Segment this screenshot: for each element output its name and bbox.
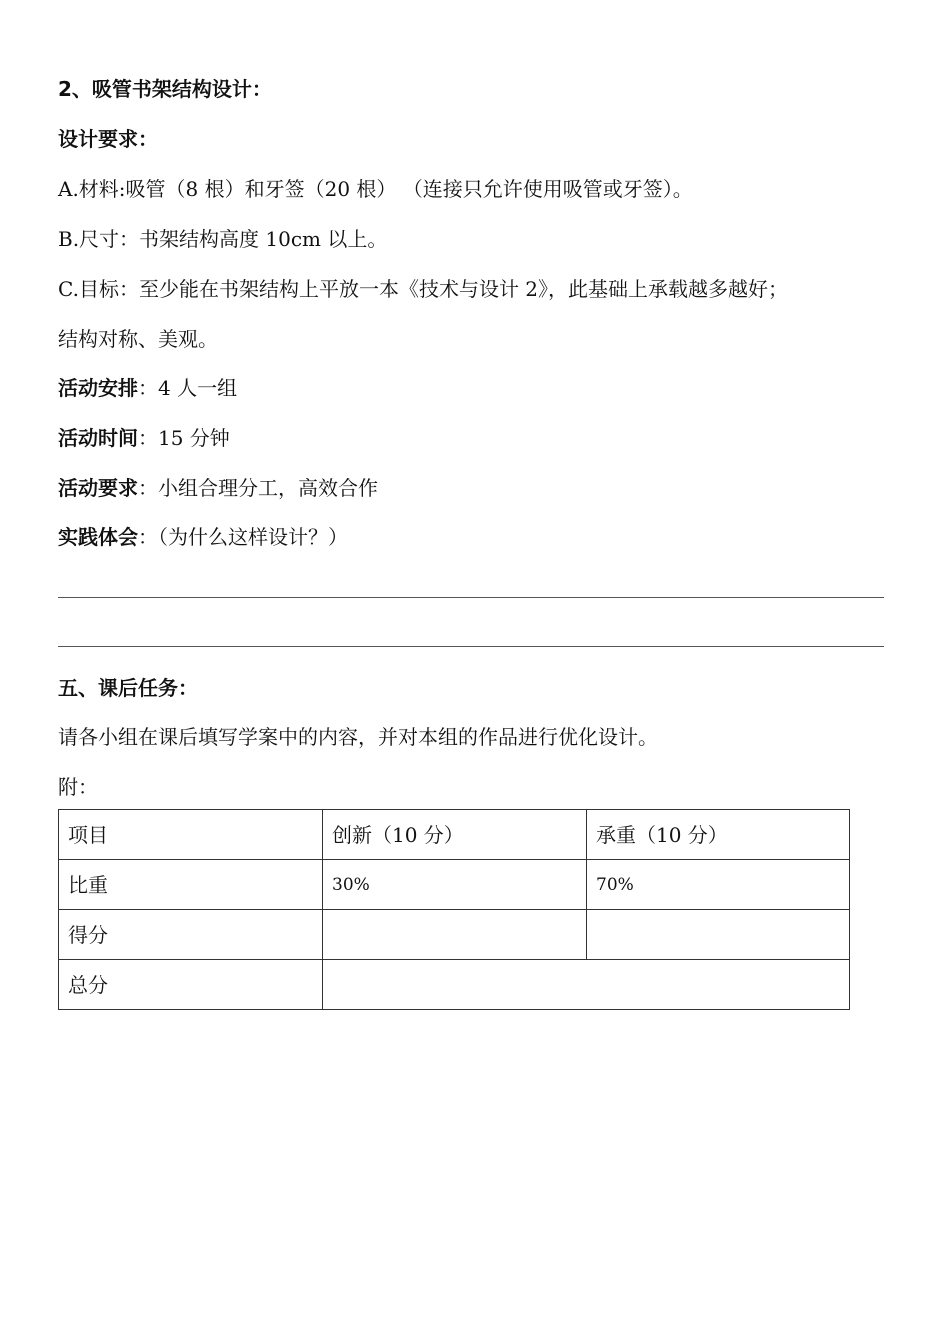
requirement-c-goal-continued: 结构对称、美观。 <box>58 327 218 351</box>
after-class-task: 请各小组在课后填写学案中的内容，并对本组的作品进行优化设计。 <box>58 725 658 749</box>
cell-innovation-score[interactable] <box>323 910 587 960</box>
cell-load-bearing-weight: 70% <box>587 860 850 910</box>
activity-arrangement-label: 活动安排 <box>58 376 138 400</box>
activity-time <box>58 425 230 451</box>
requirement-b-size: B.尺寸：书架结构高度 10cm 以上。 <box>58 227 388 251</box>
activity-arrangement <box>58 375 237 401</box>
cell-score-label: 得分 <box>59 910 323 960</box>
activity-requirements-value: ：小组合理分工，高效合作 <box>138 476 378 500</box>
table-row-score <box>59 910 850 960</box>
table-row-total <box>59 960 850 1010</box>
cell-load-bearing-score[interactable] <box>587 910 850 960</box>
requirement-a-materials: A.材料:吸管（8 根）和牙签（20 根） （连接只允许使用吸管或牙签）。 <box>58 177 693 201</box>
cell-load-bearing-header: 承重（10 分） <box>587 810 850 860</box>
practice-reflection-label: 实践体会 <box>58 525 138 549</box>
cell-item-header: 项目 <box>59 810 323 860</box>
activity-requirements <box>58 475 378 501</box>
cell-total-label: 总分 <box>59 960 323 1010</box>
cell-weight-label: 比重 <box>59 860 323 910</box>
practice-reflection-value: ：（为什么这样设计？） <box>138 525 348 549</box>
table-row-header <box>59 810 850 860</box>
activity-time-label: 活动时间 <box>58 426 138 450</box>
section-5-heading: 五、课后任务： <box>58 676 198 700</box>
answer-line-2 <box>58 646 884 647</box>
cell-innovation-weight: 30% <box>323 860 587 910</box>
activity-arrangement-value: ：4 人一组 <box>138 376 238 400</box>
activity-requirements-label: 活动要求 <box>58 476 138 500</box>
section-2-heading: 2、吸管书架结构设计： <box>58 77 272 101</box>
requirement-c-goal: C.目标：至少能在书架结构上平放一本《技术与设计 2》，此基础上承载越多越好； <box>58 277 789 301</box>
cell-innovation-header: 创新（10 分） <box>323 810 587 860</box>
design-requirements-label: 设计要求： <box>58 127 158 151</box>
table-row-weight <box>59 860 850 910</box>
practice-reflection <box>58 524 348 550</box>
cell-total-score[interactable] <box>323 960 850 1010</box>
scoring-table <box>58 809 850 1010</box>
activity-time-value: ：15 分钟 <box>138 426 230 450</box>
answer-line-1 <box>58 597 884 598</box>
appendix-label: 附： <box>58 775 98 799</box>
